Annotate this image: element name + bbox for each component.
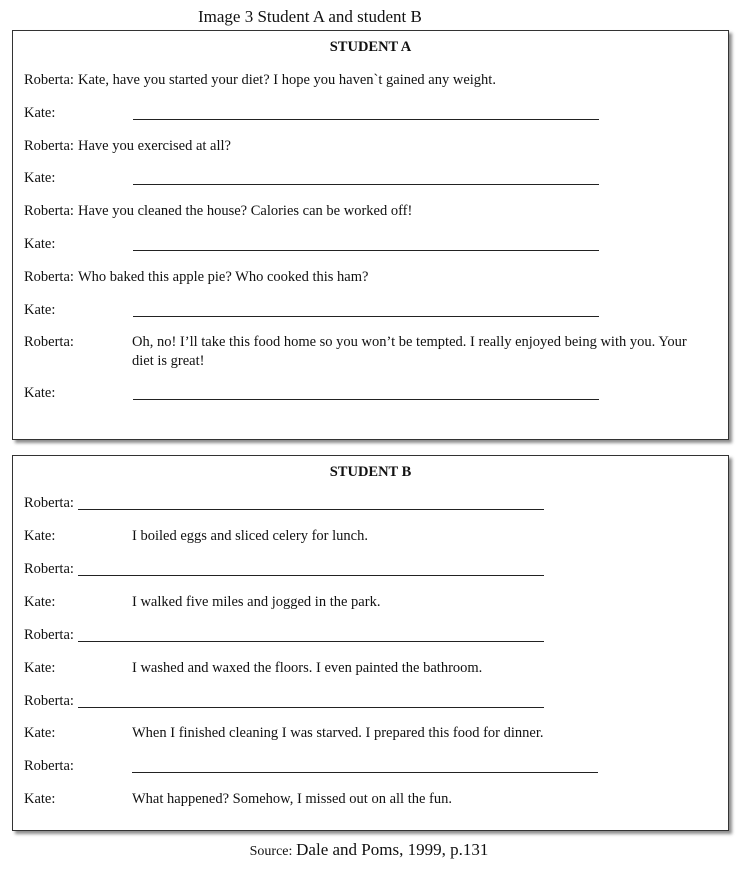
speaker-label: Roberta:	[24, 693, 74, 709]
speaker-label: Kate:	[24, 528, 56, 544]
line-text: I boiled eggs and sliced celery for lunch.	[132, 528, 368, 544]
line-text: Kate, have you started your diet? I hope you haven`t gained any weight.	[78, 72, 496, 88]
figure-caption: Image 3 Student A and student B	[198, 7, 422, 26]
answer-blank[interactable]	[133, 119, 599, 120]
answer-blank[interactable]	[133, 250, 599, 251]
speaker-label: Roberta:	[24, 495, 74, 511]
speaker-label: Kate:	[24, 385, 56, 401]
speaker-label: Kate:	[24, 660, 56, 676]
answer-blank[interactable]	[132, 772, 598, 773]
line-text: Have you cleaned the house? Calories can be worked off!	[78, 203, 413, 219]
answer-blank[interactable]	[133, 184, 599, 185]
student-a-title: STUDENT A	[329, 39, 412, 55]
speaker-label: Kate:	[24, 302, 56, 318]
answer-blank[interactable]	[133, 399, 599, 400]
line-text: Oh, no! I’ll take this food home so you won’t be tempted. I really enjoyed being with you. Your diet is great!	[132, 334, 687, 369]
answer-blank[interactable]	[78, 641, 544, 642]
answer-blank[interactable]	[78, 509, 544, 510]
line-text: Who baked this apple pie? Who cooked this ham?	[78, 269, 369, 285]
line-text: When I finished cleaning I was starved. I prepared this food for dinner.	[132, 725, 544, 741]
speaker-label: Kate:	[24, 170, 56, 186]
source-text: Dale and Poms, 1999, p.131	[296, 840, 489, 859]
speaker-label: Roberta:	[24, 269, 74, 285]
speaker-label: Roberta:	[24, 627, 74, 643]
student-b-title: STUDENT B	[329, 464, 412, 480]
speaker-label: Roberta:	[24, 561, 74, 577]
speaker-label: Roberta:	[24, 138, 74, 154]
answer-blank[interactable]	[133, 316, 599, 317]
speaker-label: Kate:	[24, 725, 56, 741]
student-a-box	[12, 30, 729, 440]
line-text: What happened? Somehow, I missed out on all the fun.	[132, 791, 452, 807]
speaker-label: Roberta:	[24, 758, 74, 774]
speaker-label: Kate:	[24, 105, 56, 121]
speaker-label: Roberta:	[24, 203, 74, 219]
speaker-label: Kate:	[24, 791, 56, 807]
student-b-box	[12, 455, 729, 831]
answer-blank[interactable]	[78, 707, 544, 708]
answer-blank[interactable]	[78, 575, 544, 576]
source-citation	[0, 840, 738, 860]
speaker-label: Kate:	[24, 594, 56, 610]
line-text: Have you exercised at all?	[78, 138, 231, 154]
line-text: I washed and waxed the floors. I even painted the bathroom.	[132, 660, 483, 676]
speaker-label: Kate:	[24, 236, 56, 252]
source-label: Source:	[249, 844, 293, 859]
speaker-label: Roberta:	[24, 72, 74, 88]
line-text: I walked five miles and jogged in the park.	[132, 594, 381, 610]
speaker-label: Roberta:	[24, 334, 74, 350]
